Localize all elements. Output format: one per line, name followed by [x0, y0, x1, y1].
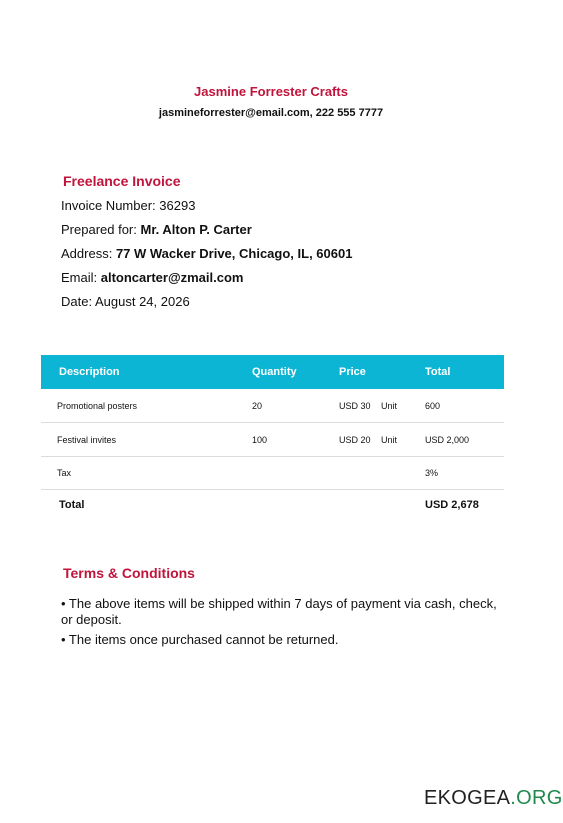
- watermark-suffix: .ORG: [510, 787, 563, 809]
- tax-label: Tax: [57, 468, 72, 478]
- email-label: Email:: [61, 270, 98, 285]
- watermark: [424, 787, 563, 810]
- date-label: Date:: [61, 294, 93, 309]
- row-unit: Unit: [381, 401, 398, 411]
- table-row: [41, 423, 504, 457]
- email-line: [61, 270, 243, 286]
- address-value: 77 W Wacker Drive, Chicago, IL, 60601: [115, 246, 353, 261]
- date-line: [61, 294, 190, 310]
- header-quantity: Quantity: [252, 366, 297, 378]
- prepared-for-name: Mr. Alton P. Carter: [140, 222, 252, 237]
- address-line: [61, 246, 352, 262]
- total-value: USD 2,678: [425, 499, 479, 511]
- row-unit: Unit: [381, 435, 398, 445]
- invoice-number-line: [61, 198, 195, 214]
- terms-item: • The items once purchased cannot be returned.: [61, 632, 339, 647]
- table-row-total: [41, 489, 504, 522]
- header-total: Total: [425, 366, 451, 378]
- contact-separator: ,: [309, 107, 313, 119]
- row-price: USD 20: [339, 435, 371, 445]
- company-phone: 222 555 7777: [315, 107, 384, 119]
- tax-value: 3%: [425, 468, 439, 478]
- contact-line: [0, 107, 542, 119]
- prepared-for-label: Prepared for:: [61, 222, 137, 237]
- company-name: Jasmine Forrester Crafts: [194, 84, 348, 99]
- row-total: 600: [425, 401, 441, 411]
- row-total: USD 2,000: [425, 435, 470, 445]
- invoice-number-label: Invoice Number:: [61, 198, 156, 213]
- prepared-for-line: [61, 222, 252, 238]
- row-quantity: 100: [252, 435, 268, 445]
- header-description: Description: [59, 366, 120, 378]
- row-quantity: 20: [252, 401, 263, 411]
- row-price: USD 30: [339, 401, 371, 411]
- terms-item: • The above items will be shipped within 7 days of payment via cash, check, or deposit.: [61, 596, 497, 627]
- watermark-main: EKOGEA: [424, 787, 511, 809]
- invoice-title: Freelance Invoice: [63, 173, 181, 189]
- terms-title: Terms & Conditions: [63, 565, 195, 581]
- table-row-tax: [41, 456, 504, 490]
- table-header: [41, 355, 504, 389]
- total-label: Total: [59, 499, 85, 511]
- invoice-number: 36293: [159, 198, 196, 213]
- row-description: Promotional posters: [57, 401, 138, 411]
- row-description: Festival invites: [57, 435, 117, 445]
- table-row: [41, 389, 504, 423]
- company-email[interactable]: jasmineforrester@email.com: [158, 107, 310, 119]
- email-value[interactable]: altoncarter@zmail.com: [100, 270, 244, 285]
- date-value: August 24, 2026: [94, 294, 190, 309]
- address-label: Address:: [61, 246, 113, 261]
- header-price: Price: [339, 366, 366, 378]
